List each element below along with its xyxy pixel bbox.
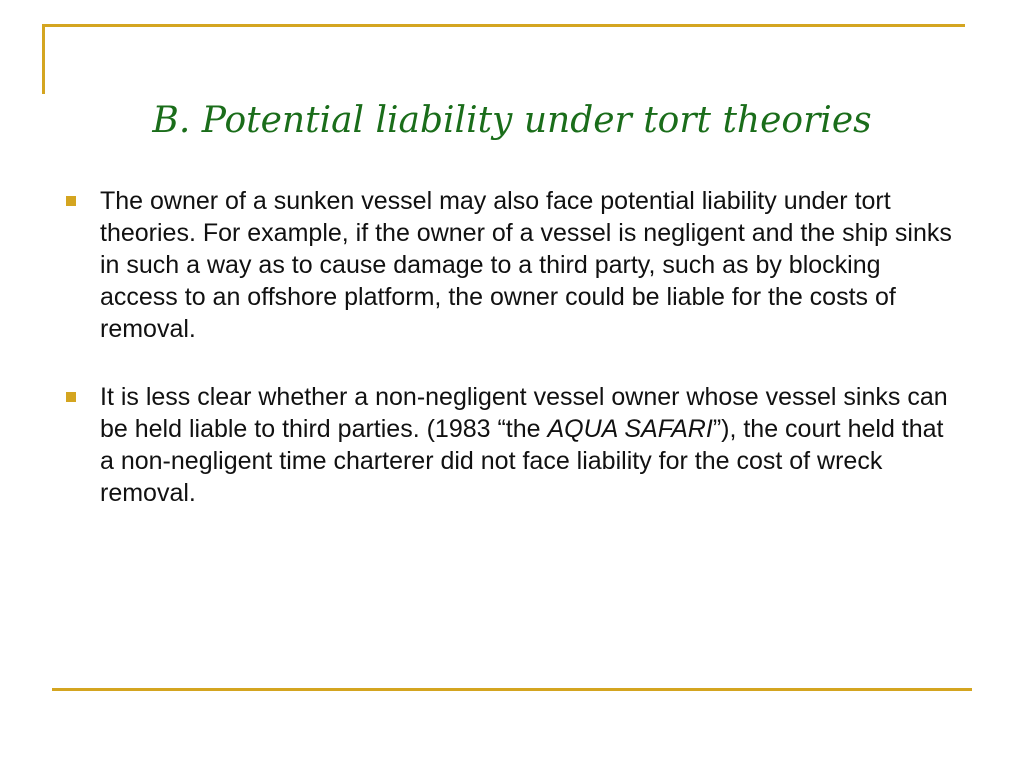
bullet-text-2-after: ”), the court held that a non-negligent time charterer did not face liability for the cost of wreck removal.	[100, 415, 944, 507]
square-bullet-icon	[66, 196, 76, 206]
bullet-text-2-before: It is less clear whether a non-negligent vessel owner whose vessel sinks can be held liable to third parties. (1983 “the	[100, 383, 948, 443]
slide-title: B. Potential liability under tort theories	[152, 100, 872, 141]
bullet-text-1: The owner of a sunken vessel may also face potential liability under tort theories. For example, if the owner of a vessel is negligent and the ship sinks in such a way as to cause damage to a third party, such as by blocking access to an offshore platform, the owner could be liable for the costs of removal.	[100, 187, 952, 343]
case-name: AQUA SAFARI	[547, 415, 713, 443]
bullet-item-1	[62, 185, 962, 345]
frame-bottom-rule	[52, 688, 972, 691]
frame-left-rule	[42, 24, 45, 94]
square-bullet-icon	[66, 392, 76, 402]
bullet-list	[62, 185, 962, 545]
frame-top-rule	[42, 24, 965, 27]
bullet-item-2	[62, 381, 962, 509]
